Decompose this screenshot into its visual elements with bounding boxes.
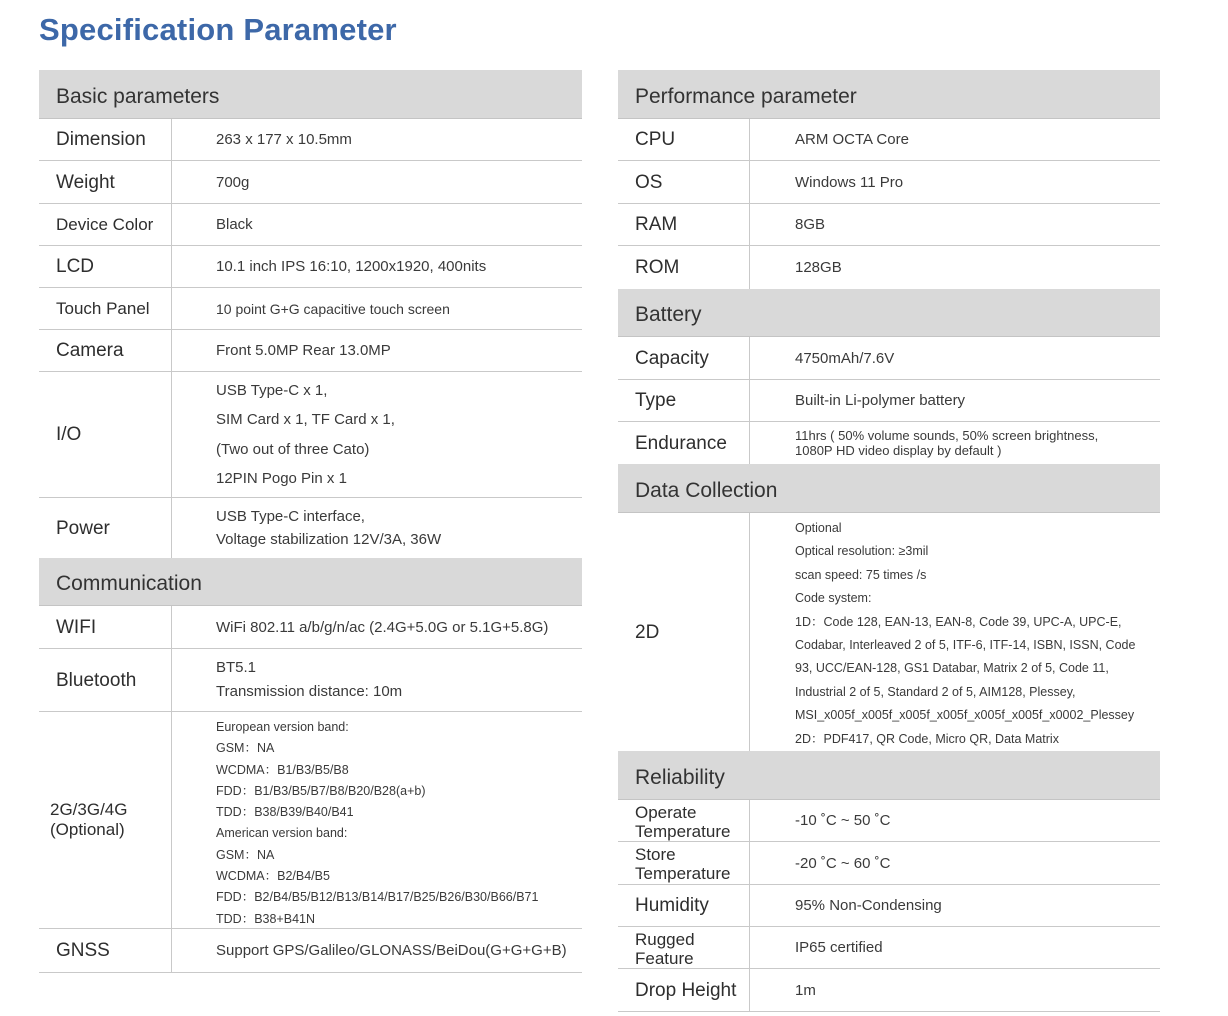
right-spec-column [618, 70, 1160, 1012]
spec-value: Windows 11 Pro [795, 173, 904, 191]
spec-row-io [39, 372, 582, 498]
spec-label: OS [618, 161, 750, 203]
spec-value: 263 x 177 x 10.5mm [216, 131, 352, 148]
communication-header [39, 558, 582, 606]
spec-label: I/O [39, 372, 172, 497]
spec-label: ROM [618, 246, 750, 289]
spec-value: 700g [216, 173, 250, 191]
spec-value: 95% Non-Condensing [795, 897, 942, 914]
spec-label: Endurance [618, 422, 750, 464]
spec-label: Drop Height [618, 969, 750, 1011]
spec-row-gnss [39, 929, 582, 973]
spec-value: Optional Optical resolution: ≥3mil scan speed: 75 times /s Code system: 1D：Code 128, EAN-13, EAN-8, Code 39, UPC-A, UPC-E, Codabar, Interleaved 2 of 5, ITF-6, ITF-14, ISBN, ISSN, Code 93, UCC/EAN-128, GS1 Databar, Matrix 2 of 5, Code 11, Industrial 2 of 5, Standard 2 of 5, AIM128, Plessey, MSI_x005f_x005f_x005f_x005f_x005f_x005f_x0002_Plessey 2D：PDF417, QR Code, Micro QR, Data Matrix [795, 521, 1136, 746]
data-collection-heading: Data Collection [635, 479, 778, 502]
spec-row-lcd [39, 246, 582, 288]
spec-row-cpu [618, 119, 1160, 161]
spec-value: 4750mAh/7.6V [795, 349, 895, 367]
spec-value: 1m [795, 981, 816, 999]
spec-label: Type [618, 380, 750, 421]
spec-label: Capacity [618, 337, 750, 379]
performance-parameter-heading: Performance parameter [635, 85, 857, 108]
spec-value: Black [216, 216, 253, 233]
spec-row-humidity [618, 885, 1160, 927]
spec-label: LCD [39, 246, 172, 287]
spec-label: Touch Panel [39, 288, 172, 329]
spec-label: Bluetooth [39, 649, 172, 711]
left-spec-column [39, 70, 582, 973]
spec-row-device-color [39, 204, 582, 246]
page-title: Specification Parameter [39, 12, 397, 47]
spec-row-rugged-feature [618, 927, 1160, 969]
reliability-heading: Reliability [635, 766, 725, 789]
spec-row-2d [618, 513, 1160, 751]
spec-label: GNSS [39, 929, 172, 972]
spec-row-rom [618, 246, 1160, 289]
spec-row-weight [39, 161, 582, 204]
spec-row-battery-type [618, 380, 1160, 422]
performance-parameter-header [618, 70, 1160, 119]
spec-label: Operate Temperature [618, 800, 750, 841]
battery-heading: Battery [635, 303, 702, 326]
spec-row-cellular [39, 712, 582, 929]
spec-label: 2D [618, 513, 750, 751]
spec-value: IP65 certified [795, 939, 883, 956]
spec-value: European version band: GSM：NA WCDMA：B1/B3/B5/B8 FDD：B1/B3/B5/B7/B8/B20/B28(a+b) TDD：B38/B39/B40/B41 American version band: GSM：NA WCDMA：B2/B4/B5 FDD：B2/B4/B5/B12/B13/B14/B17/B25/B26/B30/B66/B71 TDD：B38+B41N [216, 720, 539, 926]
spec-value: USB Type-C x 1, SIM Card x 1, TF Card x 1, (Two out of three Cato) 12PIN Pogo Pin x 1 [216, 381, 395, 487]
spec-row-store-temperature [618, 842, 1160, 885]
spec-label: Dimension [39, 119, 172, 160]
spec-value: Built-in Li-polymer battery [795, 392, 966, 409]
spec-value: 10.1 inch IPS 16:10, 1200x1920, 400nits [216, 258, 487, 275]
battery-header [618, 289, 1160, 337]
spec-label: Camera [39, 330, 172, 371]
basic-parameters-header [39, 70, 582, 119]
spec-value: ARM OCTA Core [795, 131, 909, 148]
communication-heading: Communication [56, 572, 202, 595]
spec-value: -10 ˚C ~ 50 ˚C [795, 812, 891, 829]
basic-parameters-heading: Basic parameters [56, 85, 220, 108]
spec-value: 11hrs ( 50% volume sounds, 50% screen brightness, 1080P HD video display by default ) [795, 428, 1099, 458]
spec-value: Front 5.0MP Rear 13.0MP [216, 342, 391, 359]
spec-value: -20 ˚C ~ 60 ˚C [795, 854, 891, 872]
spec-row-bluetooth [39, 649, 582, 712]
spec-label: Humidity [618, 885, 750, 926]
spec-row-drop-height [618, 969, 1160, 1012]
spec-label: 2G/3G/4G (Optional) [39, 712, 172, 928]
spec-row-dimension [39, 119, 582, 161]
spec-row-capacity [618, 337, 1160, 380]
spec-row-camera [39, 330, 582, 372]
spec-label: WIFI [39, 606, 172, 648]
spec-row-power [39, 498, 582, 558]
spec-row-touch-panel [39, 288, 582, 330]
spec-label: Device Color [39, 204, 172, 245]
spec-label: Store Temperature [618, 842, 750, 884]
spec-value: 128GB [795, 259, 842, 276]
spec-label: Power [39, 498, 172, 558]
spec-label: Rugged Feature [618, 927, 750, 968]
spec-row-endurance [618, 422, 1160, 464]
spec-label: CPU [618, 119, 750, 160]
data-collection-header [618, 464, 1160, 513]
spec-row-ram [618, 204, 1160, 246]
spec-value: Support GPS/Galileo/GLONASS/BeiDou(G+G+G+B) [216, 942, 567, 959]
spec-label: RAM [618, 204, 750, 245]
spec-value: 10 point G+G capacitive touch screen [216, 300, 450, 317]
spec-value: BT5.1 Transmission distance: 10m [216, 659, 403, 700]
spec-row-os [618, 161, 1160, 204]
spec-value: 8GB [795, 216, 826, 233]
spec-row-operate-temperature [618, 800, 1160, 842]
spec-value: USB Type-C interface, Voltage stabilization 12V/3A, 36W [216, 508, 442, 548]
spec-row-wifi [39, 606, 582, 649]
spec-value: WiFi 802.11 a/b/g/n/ac (2.4G+5.0G or 5.1G+5.8G) [216, 618, 549, 636]
spec-label: Weight [39, 161, 172, 203]
reliability-header [618, 751, 1160, 800]
